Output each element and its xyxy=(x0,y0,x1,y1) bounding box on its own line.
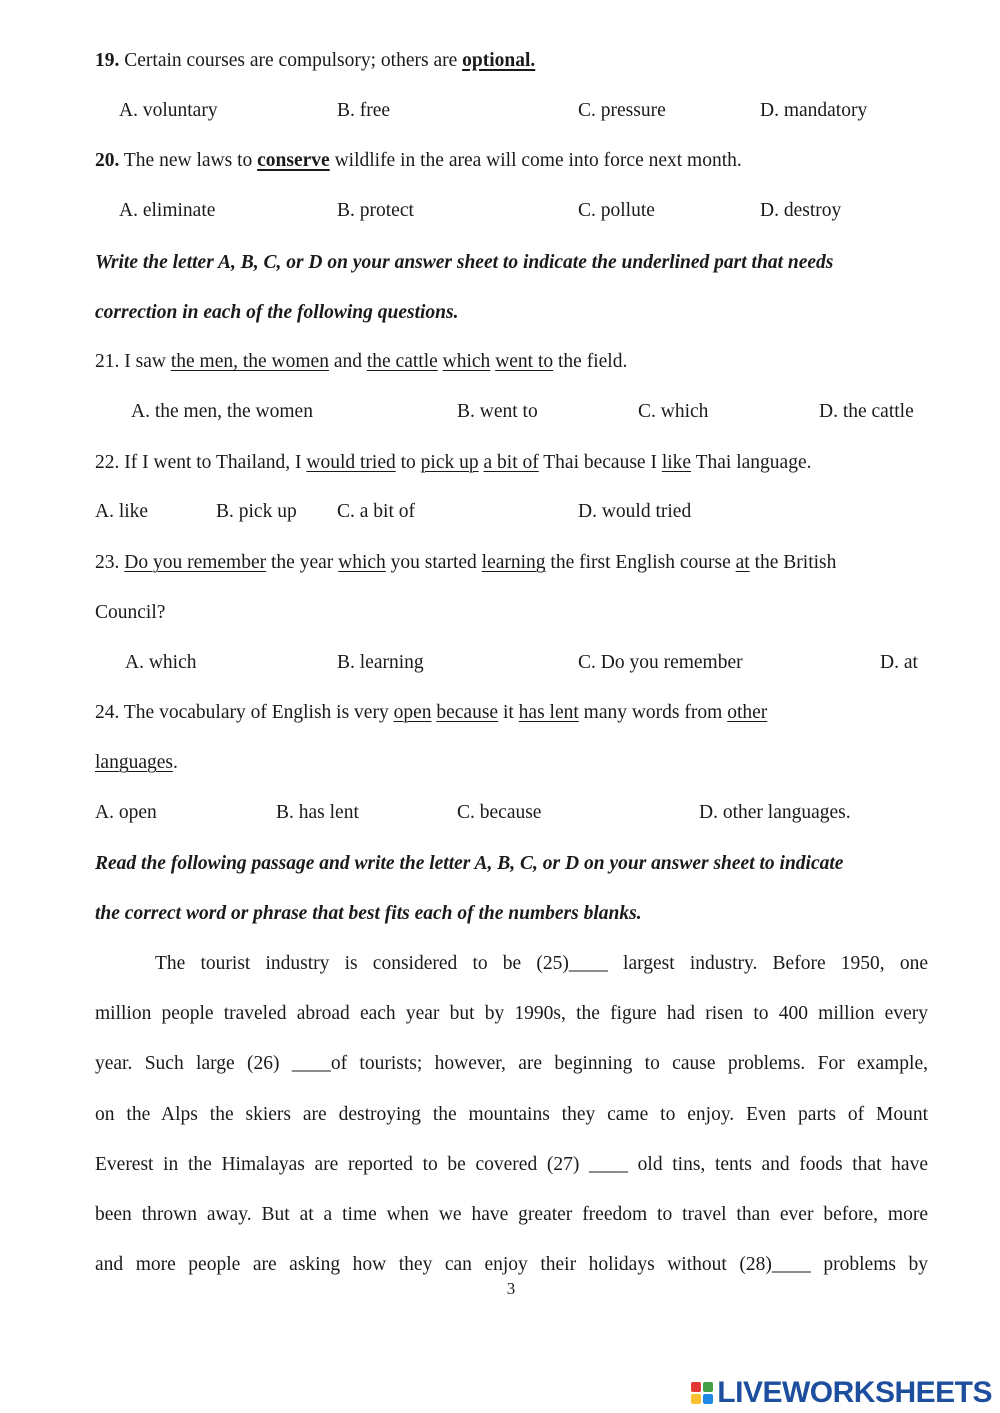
underlined-part: which xyxy=(442,351,491,372)
question-23-continuation: Council? xyxy=(95,602,166,623)
option-c: C. a bit of xyxy=(337,501,415,522)
question-number: 19. xyxy=(95,50,120,71)
option-d: D. mandatory xyxy=(760,100,868,121)
option-a: A. which xyxy=(125,652,197,673)
option-b: B. learning xyxy=(337,652,424,673)
liveworksheets-logo xyxy=(691,1376,992,1410)
passage-line: been thrown away. But at a time when we have greater freedom to travel than ever before, more xyxy=(95,1204,928,1225)
option-c: C. pressure xyxy=(578,100,666,121)
question-number: 20. xyxy=(95,150,120,171)
option-d: D. other languages. xyxy=(699,802,851,823)
page-number: 3 xyxy=(506,1279,516,1298)
stem-text: 21. I saw xyxy=(95,351,171,372)
stem-text: 23. xyxy=(95,552,125,573)
underlined-part: languages xyxy=(95,752,173,773)
question-24-continuation xyxy=(95,751,178,775)
question-stem-end: wildlife in the area will come into force next month. xyxy=(329,150,742,171)
passage-line: million people traveled abroad each year but by 1990s, the figure had risen to 400 million every xyxy=(95,1003,928,1024)
logo-mark-icon xyxy=(691,1382,713,1404)
underlined-part: the cattle xyxy=(366,351,438,372)
underlined-part: would tried xyxy=(306,452,396,473)
keyword: conserve xyxy=(257,150,330,171)
option-b: B. went to xyxy=(457,401,538,422)
option-c: C. which xyxy=(638,401,709,422)
underlined-part: has lent xyxy=(518,702,579,723)
stem-text: many words from xyxy=(578,702,728,723)
stem-text: you started xyxy=(385,552,482,573)
question-stem: The new laws to xyxy=(119,150,258,171)
option-a: A. like xyxy=(95,501,149,522)
question-stem: Certain courses are compulsory; others are xyxy=(119,50,463,71)
option-d: D. would tried xyxy=(578,501,692,522)
underlined-part: Do you remember xyxy=(124,552,267,573)
stem-text: it xyxy=(498,702,519,723)
underlined-part: went to xyxy=(495,351,554,372)
option-b: B. free xyxy=(337,100,391,121)
option-c: C. Do you remember xyxy=(578,652,743,673)
underlined-part: pick up xyxy=(420,452,479,473)
question-24 xyxy=(95,701,767,725)
question-22 xyxy=(95,451,811,475)
stem-text: 22. If I went to Thailand, I xyxy=(95,452,307,473)
underlined-part: which xyxy=(338,552,386,573)
stem-text: Thai because I xyxy=(538,452,662,473)
stem-text: and xyxy=(328,351,367,372)
instruction-line: the correct word or phrase that best fits each of the numbers blanks. xyxy=(95,903,642,924)
stem-text: the first English course xyxy=(545,552,736,573)
question-20 xyxy=(95,149,742,173)
option-d: D. destroy xyxy=(760,200,842,221)
option-b: B. pick up xyxy=(216,501,297,522)
passage-line: year. Such large (26) ____of tourists; however, are beginning to cause problems. For example, xyxy=(95,1053,928,1074)
underlined-part: a bit of xyxy=(483,452,539,473)
stem-text: the British xyxy=(749,552,837,573)
stem-text: Thai language. xyxy=(691,452,812,473)
stem-text: 24. The vocabulary of English is very xyxy=(95,702,394,723)
stem-text: to xyxy=(395,452,421,473)
instruction-line: Read the following passage and write the letter A, B, C, or D on your answer sheet to indicate xyxy=(95,853,844,874)
logo-text: LIVEWORKSHEETS xyxy=(717,1376,992,1409)
underlined-part: like xyxy=(661,452,692,473)
option-a: A. open xyxy=(95,802,157,823)
option-a: A. voluntary xyxy=(119,100,218,121)
underlined-part: other xyxy=(727,702,768,723)
stem-text: the year xyxy=(266,552,339,573)
option-c: C. because xyxy=(457,802,542,823)
question-19 xyxy=(95,49,535,73)
stem-text: the field. xyxy=(553,351,628,372)
underlined-part: because xyxy=(436,702,499,723)
option-d: D. at xyxy=(880,652,918,673)
underlined-part: at xyxy=(735,552,750,573)
question-21 xyxy=(95,350,627,374)
passage-line: The tourist industry is considered to be (25)____ largest industry. Before 1950, one xyxy=(155,953,928,974)
stem-text: . xyxy=(172,752,178,773)
option-a: A. eliminate xyxy=(119,200,216,221)
passage-line: and more people are asking how they can enjoy their holidays without (28)____ problems by xyxy=(95,1254,928,1275)
keyword: optional. xyxy=(462,50,536,71)
underlined-part: the men, the women xyxy=(170,351,329,372)
instruction-line: Write the letter A, B, C, or D on your answer sheet to indicate the underlined part that needs xyxy=(95,252,834,273)
option-a: A. the men, the women xyxy=(131,401,313,422)
passage-line: Everest in the Himalayas are reported to be covered (27) ____ old tins, tents and foods that have xyxy=(95,1154,928,1175)
option-d: D. the cattle xyxy=(819,401,914,422)
instruction-line: correction in each of the following questions. xyxy=(95,302,459,323)
underlined-part: learning xyxy=(481,552,546,573)
option-b: B. has lent xyxy=(276,802,359,823)
question-23 xyxy=(95,551,836,575)
underlined-part: open xyxy=(393,702,432,723)
passage-line: on the Alps the skiers are destroying the mountains they came to enjoy. Even parts of Mount xyxy=(95,1104,928,1125)
option-b: B. protect xyxy=(337,200,414,221)
option-c: C. pollute xyxy=(578,200,655,221)
